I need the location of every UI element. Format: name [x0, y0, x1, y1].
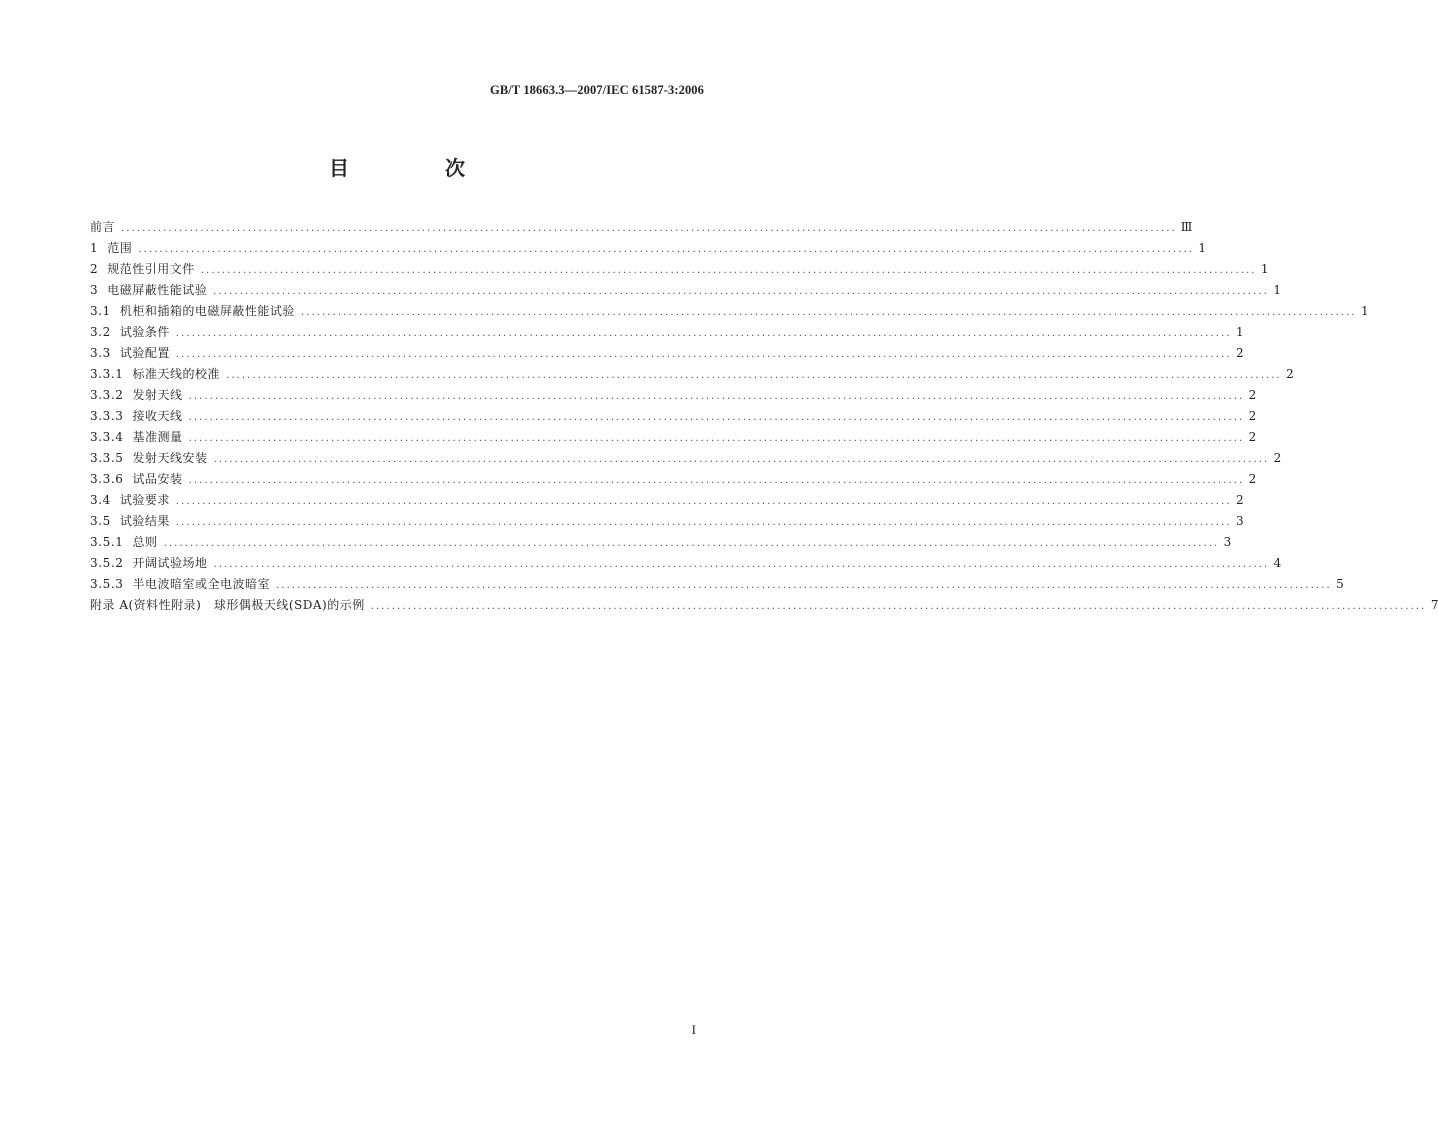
toc-page: 4 — [1273, 556, 1282, 570]
toc-text: 半电波暗室或全电波暗室 — [132, 577, 271, 591]
toc-text: 机柜和插箱的电磁屏蔽性能试验 — [119, 304, 295, 318]
toc-entry-1[interactable] — [90, 238, 1207, 259]
toc-label — [90, 259, 201, 280]
toc-label — [90, 406, 189, 427]
toc-text: 试验结果 — [119, 514, 170, 528]
toc-text: 发射天线 — [132, 388, 183, 402]
toc-label — [90, 280, 213, 301]
toc-leader: ........................................................................................................................................................................................................ — [276, 580, 1332, 591]
toc-number: 3 — [90, 283, 99, 297]
toc-leader: ........................................................................................................................................................................................................ — [200, 265, 1257, 276]
toc-text: 标准天线的校准 — [132, 367, 221, 381]
toc-leader: ........................................................................................................................................................................................................ — [188, 391, 1245, 402]
toc-page: 1 — [1260, 262, 1269, 276]
toc-number: 3.3.1 — [90, 367, 124, 381]
toc-text: 规范性引用文件 — [107, 262, 195, 276]
toc-page: 2 — [1273, 451, 1282, 465]
toc-leader: ........................................................................................................................................................................................................ — [300, 307, 1357, 318]
toc-text: 总则 — [132, 535, 158, 549]
toc-label — [90, 553, 214, 574]
toc-number: 3.3.6 — [90, 472, 124, 486]
toc-page: 1 — [1236, 325, 1244, 339]
toc-page: 2 — [1248, 409, 1257, 423]
page-number: I — [691, 1022, 696, 1037]
toc-number: 3.3.3 — [90, 409, 124, 423]
toc-label — [90, 301, 301, 322]
toc-page: 1 — [1273, 283, 1282, 297]
toc-leader: ........................................................................................................................................................................................................ — [370, 601, 1427, 612]
toc-text: 范围 — [107, 241, 133, 255]
toc-leader: ........................................................................................................................................................................................................ — [188, 412, 1245, 423]
toc-page: 1 — [1361, 304, 1369, 318]
toc-entry-3[interactable] — [90, 280, 1282, 301]
toc-label — [90, 469, 189, 490]
toc-page: 2 — [1248, 472, 1257, 486]
toc-entry-3-4[interactable] — [90, 490, 1244, 511]
toc-leader: ........................................................................................................................................................................................................ — [138, 244, 1195, 255]
toc-number: 3.5.1 — [90, 535, 124, 549]
toc-leader: ........................................................................................................................................................................................................ — [175, 517, 1232, 528]
toc-page: 2 — [1236, 493, 1244, 507]
toc-leader: ........................................................................................................................................................................................................ — [175, 349, 1232, 360]
toc-page: 5 — [1336, 577, 1344, 591]
toc-entry-3-3-4[interactable] — [90, 427, 1257, 448]
toc-entry-3-2[interactable] — [90, 322, 1244, 343]
toc-entry-preface[interactable] — [90, 217, 1193, 238]
toc-entry-3-3-6[interactable] — [90, 469, 1257, 490]
toc-label — [90, 364, 226, 385]
toc-entry-3-3-3[interactable] — [90, 406, 1257, 427]
toc-entry-3-5[interactable] — [90, 511, 1244, 532]
toc-entry-3-5-1[interactable] — [90, 532, 1232, 553]
toc-leader: ........................................................................................................................................................................................................ — [163, 538, 1220, 549]
toc-number: 3.5.2 — [90, 556, 124, 570]
toc-page: 3 — [1236, 514, 1244, 528]
toc-number: 3.5.3 — [90, 577, 124, 591]
toc-leader: ........................................................................................................................................................................................................ — [188, 475, 1245, 486]
toc-label — [90, 448, 214, 469]
toc-number: 3.5 — [90, 514, 111, 528]
page-title: 目 次 — [329, 156, 503, 180]
toc-page: 2 — [1236, 346, 1244, 360]
toc-text: 开阔试验场地 — [132, 556, 208, 570]
toc-number: 3.3.2 — [90, 388, 124, 402]
toc-label — [90, 427, 189, 448]
toc-text: 附录 A(资料性附录) 球形偶极天线(SDA)的示例 — [90, 598, 365, 612]
toc-entry-3-5-2[interactable] — [90, 553, 1282, 574]
toc-label — [90, 343, 176, 364]
toc-leader: ........................................................................................................................................................................................................ — [213, 454, 1270, 465]
toc-number: 3.3.5 — [90, 451, 124, 465]
toc-label — [90, 238, 138, 259]
toc-leader: ........................................................................................................................................................................................................ — [213, 559, 1270, 570]
toc-leader: ........................................................................................................................................................................................................ — [175, 496, 1232, 507]
toc-text: 试验要求 — [119, 493, 170, 507]
toc-number: 3.4 — [90, 493, 111, 507]
toc-label — [90, 595, 371, 616]
toc-page: Ⅲ — [1180, 220, 1193, 234]
table-of-contents — [90, 217, 1438, 616]
toc-label — [90, 532, 164, 553]
toc-page: 1 — [1198, 241, 1207, 255]
toc-text: 发射天线安装 — [132, 451, 208, 465]
toc-entry-3-3[interactable] — [90, 343, 1244, 364]
toc-text: 试验条件 — [119, 325, 170, 339]
toc-entry-3-1[interactable] — [90, 301, 1369, 322]
toc-leader: ........................................................................................................................................................................................................ — [188, 433, 1245, 444]
toc-label — [90, 511, 176, 532]
toc-leader: ........................................................................................................................................................................................................ — [213, 286, 1270, 297]
toc-number: 2 — [90, 262, 99, 276]
toc-page: 2 — [1248, 388, 1257, 402]
toc-text: 基准测量 — [132, 430, 183, 444]
toc-text: 接收天线 — [132, 409, 183, 423]
toc-number: 3.3 — [90, 346, 111, 360]
toc-entry-3-3-5[interactable] — [90, 448, 1282, 469]
toc-page: 2 — [1286, 367, 1294, 381]
toc-entry-2[interactable] — [90, 259, 1269, 280]
toc-label — [90, 385, 189, 406]
toc-label — [90, 322, 176, 343]
toc-text: 电磁屏蔽性能试验 — [107, 283, 208, 297]
toc-text: 前言 — [90, 220, 116, 234]
toc-text: 试品安装 — [132, 472, 183, 486]
standard-code: GB/T 18663.3—2007/IEC 61587-3:2006 — [490, 83, 704, 97]
toc-leader: ........................................................................................................................................................................................................ — [175, 328, 1232, 339]
toc-leader: ........................................................................................................................................................................................................ — [226, 370, 1282, 381]
toc-page: 7 — [1430, 598, 1438, 612]
toc-number: 3.1 — [90, 304, 111, 318]
toc-page: 2 — [1248, 430, 1257, 444]
toc-entry-3-3-1[interactable] — [90, 364, 1294, 385]
toc-text: 试验配置 — [119, 346, 170, 360]
toc-number: 1 — [90, 241, 99, 255]
toc-label — [90, 574, 276, 595]
toc-entry-appendix-a[interactable] — [90, 595, 1438, 616]
toc-entry-3-5-3[interactable] — [90, 574, 1344, 595]
toc-number: 3.3.4 — [90, 430, 124, 444]
toc-leader: ........................................................................................................................................................................................................ — [121, 223, 1177, 234]
toc-entry-3-3-2[interactable] — [90, 385, 1257, 406]
toc-label — [90, 217, 121, 238]
toc-page: 3 — [1223, 535, 1232, 549]
toc-label — [90, 490, 176, 511]
toc-number: 3.2 — [90, 325, 111, 339]
